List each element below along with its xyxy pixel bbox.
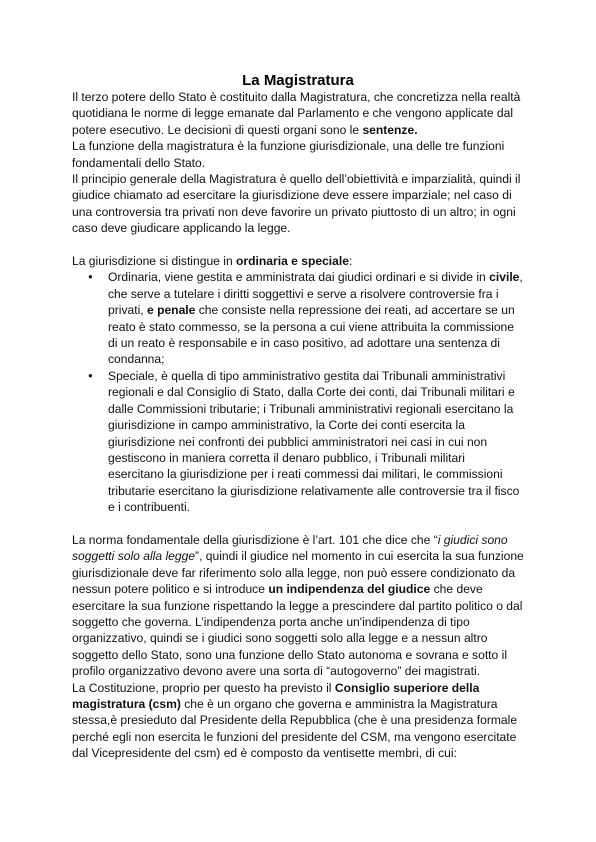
paragraph-intro <box>72 89 524 138</box>
spacer <box>72 516 524 532</box>
document-page <box>72 72 524 762</box>
text-run: che deve esercitare la sua funzione rispettando la legge a prescindere dal partito politico o dal soggetto che governa. L’indipendenza porta anche un'indipendenza di tipo organizzativo, quindi se i giudici sono soggetti solo alla legge e a nessun altro soggetto dello Stato, sono una funzione dello Stato autonoma e sovrana e sotto il profilo organizzativo devono avere una sorta di “autogoverno” dei magistrati. <box>72 582 523 679</box>
paragraph-principle: Il principio generale della Magistratura è quello dell’obiettività e imparzialità, quindi il giudice chiamato ad esercitare la giurisdizione deve essere imparziale; nel caso di una controversia tra privati non deve favorire un privato piuttosto di un altro; in ogni caso deve giudicare applicando la legge. <box>72 172 521 236</box>
paragraph-jurisdiction <box>72 253 524 269</box>
text-run: Ordinaria, viene gestita e amministrata dai giudici ordinari e si divide in <box>108 270 490 285</box>
paragraph-function: La funzione della magistratura è la funzione giurisdizionale, una delle tre funzioni fondamentali dello Stato. <box>72 139 505 170</box>
paragraph-csm <box>72 680 524 762</box>
text-run: Il terzo potere dello Stato è costituito dalla Magistratura, che concretizza nella realtà quotidiana le norme di legge emanate dal Parlamento e che vengono applicate dal potere esecutivo. Le decisioni di questi organi sono le <box>72 90 521 137</box>
bold-text: e penale <box>146 303 196 318</box>
text-run: : <box>348 254 353 269</box>
bold-text: sentenze. <box>362 122 418 137</box>
italic-quote: i giudici sono soggetti solo alla legge <box>72 532 508 564</box>
text-run: La norma fondamentale della giurisdizione è l’art. 101 che dice che “ <box>72 532 438 547</box>
text-run: Speciale, è quella di tipo amministrativo gestita dai Tribunali amministrativi regionali e dal Consiglio di Stato, dalla Corte dei conti, dai Tribunali militari e dalle Commissioni tributarie; i Tribunali amministrativi regionali esercitano la giurisdizione in campo amministrativo, la Corte dei conti esercita la giurisdizione nei confronti dei pubblici amministratori nei casi in cui non gestiscono in maniera corretta il denaro pubblico, i Tribunali militari esercitano la giurisdizione per i reati commessi dai militari, le commissioni tributarie esercitano la giurisdizione relativamente alle controversie tra il fisco e i contribuenti. <box>108 368 520 515</box>
bold-text: civile <box>489 270 520 285</box>
paragraph-art101 <box>72 532 524 680</box>
bold-text: ordinaria e speciale <box>236 254 349 269</box>
text-run: ”, quindi il giudice nel momento in cui esercita la sua funzione giurisdizionale deve far riferimento solo alla legge, non può essere condizionato da nessun potere politico e si introduce <box>72 549 524 597</box>
bold-text: Consiglio superiore della magistratura (csm) <box>72 680 480 711</box>
text-run: che consiste nella repressione dei reati, ad accertare se un reato è stato commesso, se la persona a cui viene attribuita la commissione di un reato è responsabile e in caso positivo, ad adottare una sentenza di condanna; <box>108 303 515 367</box>
text-run: , che serve a tutelare i diritti soggettivi e serve a risolvere controversie fra i privati, <box>108 270 523 318</box>
jurisdiction-list <box>72 269 524 515</box>
text-run: La Costituzione, proprio per questo ha previsto il <box>72 680 335 695</box>
list-item-speciale <box>72 368 524 516</box>
spacer <box>72 237 524 253</box>
text-run: che è un organo che governa e amministra la Magistratura stessa,è presieduto dal Presidente della Repubblica (che è una presidenza formale perché egli non esercita le funzioni del presidente del CSM, ma vengono esercitate dal Vicepresidente del csm) ed è composto da ventisette membri, di cui: <box>72 697 518 761</box>
page-title: La Magistratura <box>242 72 354 89</box>
bold-text: un indipendenza del giudice <box>268 582 431 597</box>
list-item-ordinaria <box>72 269 524 367</box>
text-run: La giurisdizione si distingue in <box>72 254 237 269</box>
